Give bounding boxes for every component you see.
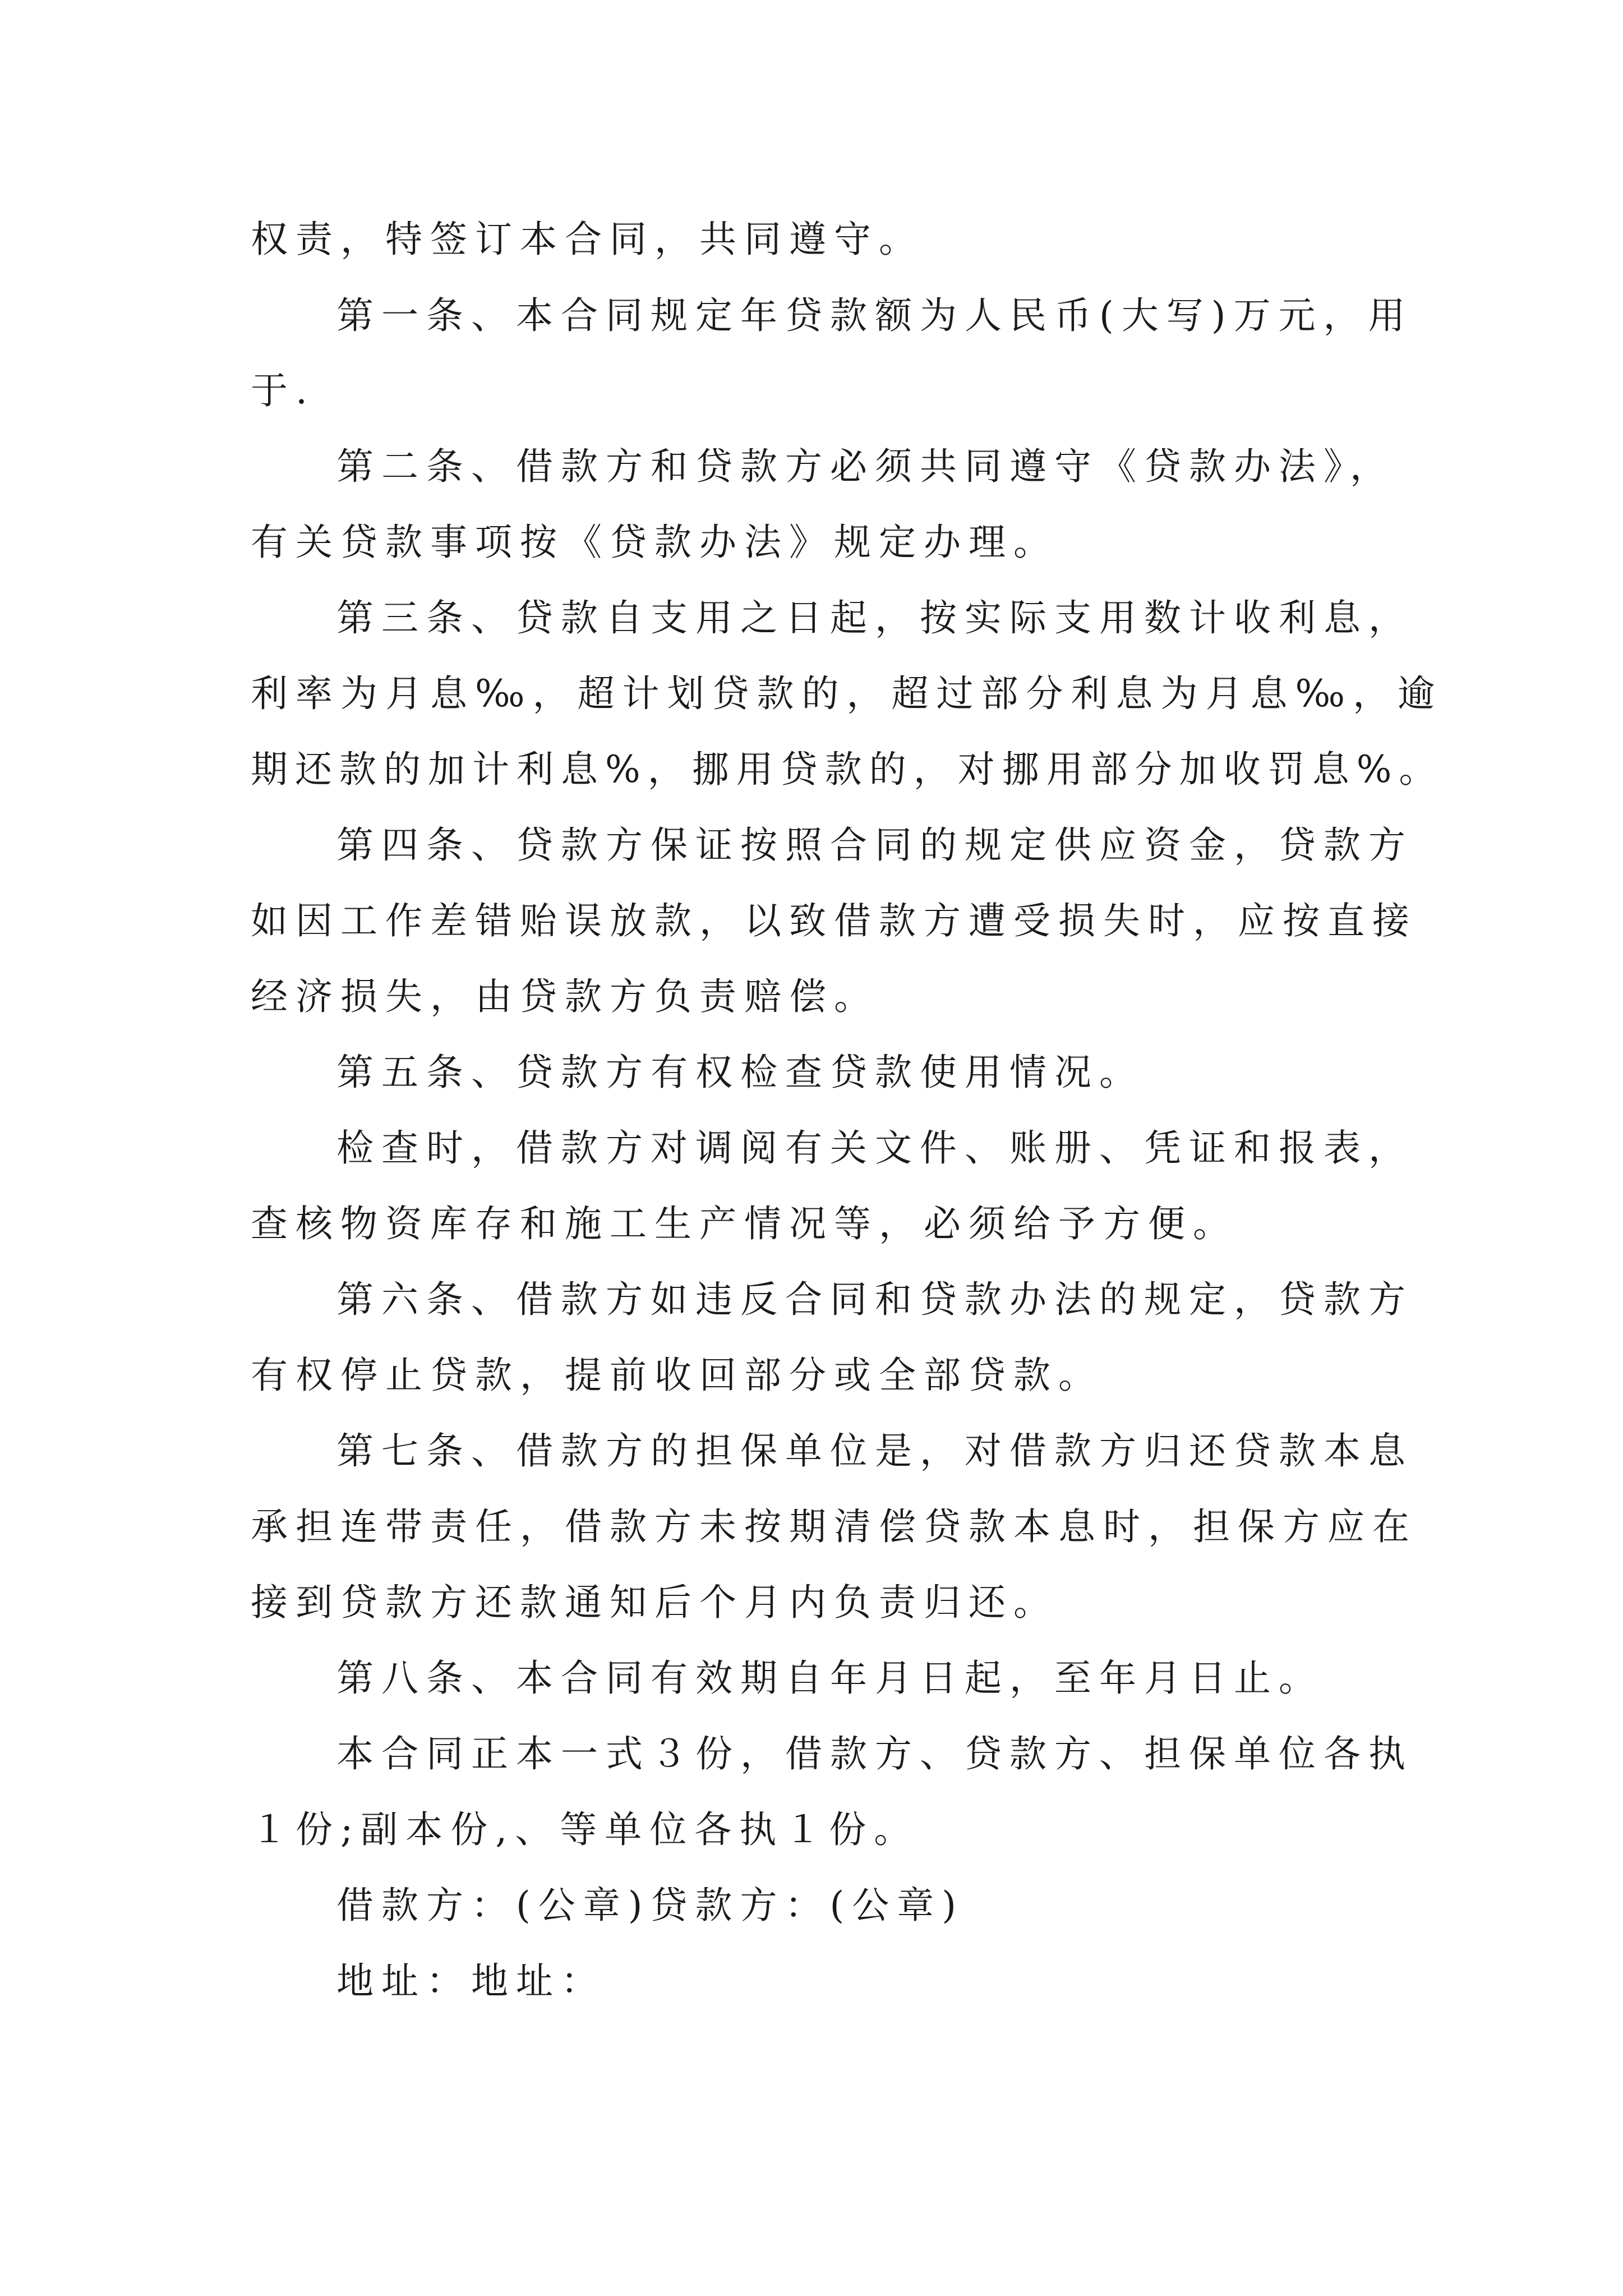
- text-line: 接到贷款方还款通知后个月内负责归还。: [251, 1581, 1058, 1624]
- text-line: 有关贷款事项按《贷款办法》规定办理。: [251, 521, 1058, 564]
- text-line: 承担连带责任，借款方未按期清偿贷款本息时，担保方应在: [251, 1505, 1417, 1548]
- text-line: 第七条、借款方的担保单位是，对借款方归还贷款本息: [336, 1429, 1413, 1473]
- text-line: 查核物资库存和施工生产情况等，必须给予方便。: [251, 1202, 1238, 1245]
- text-line: 第三条、贷款自支用之日起，按实际支用数计收利息，: [336, 596, 1413, 639]
- text-line: 第八条、本合同有效期自年月日起，至年月日止。: [336, 1657, 1324, 1700]
- signature-line: 借款方：(公章)贷款方：(公章): [336, 1884, 964, 1927]
- text-line: 第五条、贷款方有权检查贷款使用情况。: [336, 1051, 1144, 1094]
- text-line: 有权停止贷款，提前收回部分或全部贷款。: [251, 1354, 1103, 1397]
- text-line: 利率为月息‰，超计划贷款的，超过部分利息为月息‰，逾: [251, 672, 1443, 715]
- text-line: 第二条、借款方和贷款方必须共同遵守《贷款办法》，: [336, 445, 1395, 488]
- text-line: 第四条、贷款方保证按照合同的规定供应资金，贷款方: [336, 823, 1413, 867]
- text-line: 检查时，借款方对调阅有关文件、账册、凭证和报表，: [336, 1126, 1413, 1170]
- text-line: 权责，特签订本合同，共同遵守。: [251, 218, 924, 261]
- text-line: 第六条、借款方如违反合同和贷款办法的规定，贷款方: [336, 1278, 1413, 1321]
- address-line: 地址：地址：: [336, 1959, 606, 2003]
- text-line: 期还款的加计利息%，挪用贷款的，对挪用部分加收罚息%。: [251, 748, 1444, 791]
- text-line: 经济损失，由贷款方负责赔偿。: [251, 975, 879, 1018]
- text-line: 本合同正本一式３份，借款方、贷款方、担保单位各执: [336, 1732, 1413, 1775]
- text-line: 第一条、本合同规定年贷款额为人民币(大写)万元，用: [336, 294, 1413, 337]
- text-line: 于.: [251, 369, 315, 412]
- text-line: １份;副本份,、等单位各执１份。: [251, 1808, 919, 1851]
- text-line: 如因工作差错贻误放款，以致借款方遭受损失时，应按直接: [251, 899, 1417, 942]
